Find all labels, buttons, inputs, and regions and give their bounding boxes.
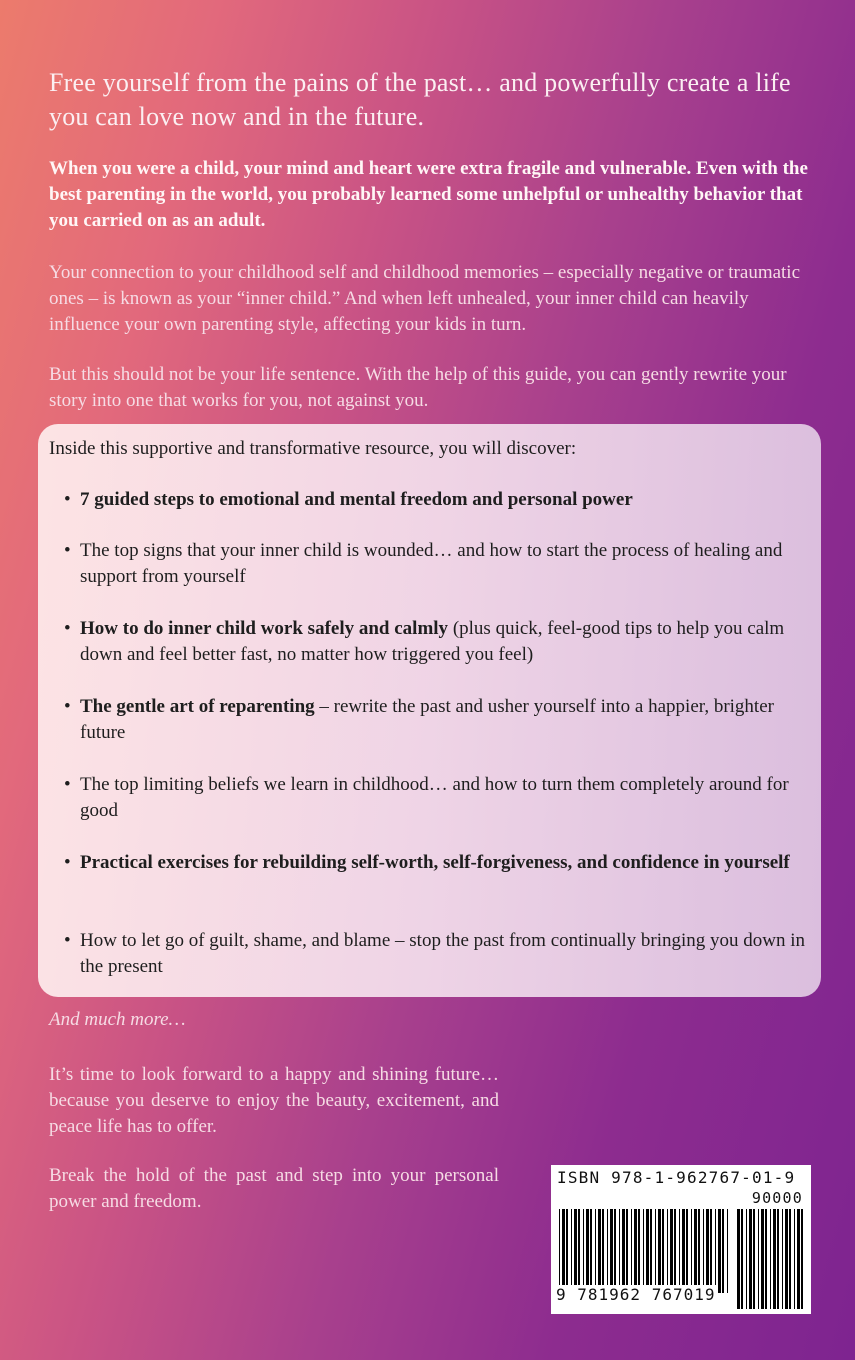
barcode-bar	[646, 1209, 649, 1293]
barcode-bar	[595, 1209, 596, 1293]
barcode-bar	[571, 1209, 572, 1293]
barcode-bar	[761, 1209, 764, 1309]
barcode-bar	[694, 1209, 697, 1293]
barcode-bar	[797, 1209, 800, 1309]
list-item	[64, 538, 814, 590]
barcode-bar	[682, 1209, 685, 1293]
barcode-bar	[785, 1209, 788, 1309]
barcode-bar	[638, 1209, 640, 1293]
barcode-bar	[703, 1209, 704, 1293]
list-item-text: The top signs that your inner child is wounded… and how to start the process of healing and support from yourself	[80, 540, 783, 587]
bullet-dot: •	[64, 540, 71, 561]
bullet-dot: •	[64, 696, 71, 717]
list-item	[64, 772, 814, 824]
barcode-bar	[643, 1209, 644, 1293]
barcode-bar	[626, 1209, 628, 1293]
barcode-bar	[655, 1209, 656, 1293]
isbn-label: ISBN 978-1-962767-01-9	[557, 1168, 796, 1187]
discover-box-intro: Inside this supportive and transformative resource, you will discover:	[49, 438, 577, 459]
barcode-addon-bars-icon	[737, 1209, 803, 1309]
barcode-bar	[679, 1209, 680, 1293]
barcode-bar	[667, 1209, 668, 1293]
barcode-bar	[718, 1209, 721, 1293]
isbn-barcode	[551, 1165, 811, 1314]
barcode-bar	[562, 1209, 565, 1293]
list-item	[64, 850, 814, 876]
barcode-bar	[670, 1209, 673, 1293]
list-item-bold: How to do inner child work safely and calmly	[80, 618, 449, 639]
barcode-bar	[574, 1209, 577, 1293]
barcode-bar	[715, 1209, 716, 1293]
barcode-bar	[746, 1209, 747, 1309]
barcode-bar	[619, 1209, 620, 1293]
barcode-bar	[758, 1209, 759, 1309]
barcode-bar	[753, 1209, 755, 1309]
barcode-bar	[614, 1209, 616, 1293]
ean-digits: 9 781962 767019	[556, 1285, 716, 1304]
barcode-bar	[662, 1209, 664, 1293]
barcode-bars-icon	[559, 1209, 729, 1293]
barcode-bar	[590, 1209, 592, 1293]
and-much-more: And much more…	[49, 1009, 186, 1030]
headline: Free yourself from the pains of the past… and powerfully create a life you can love now and in the future.	[49, 68, 791, 131]
barcode-bar	[658, 1209, 661, 1293]
barcode-bar	[741, 1209, 743, 1309]
barcode-bar	[777, 1209, 779, 1309]
paragraph-life-sentence: But this should not be your life sentence. With the help of this guide, you can gently rewrite your story into one that works for you, not against you.	[49, 364, 787, 411]
barcode-bar	[578, 1209, 580, 1293]
barcode-bar	[631, 1209, 632, 1293]
list-item-bold: Practical exercises for rebuilding self-worth, self-forgiveness, and confidence in yourself	[80, 852, 790, 873]
barcode-bar	[586, 1209, 589, 1293]
bullet-dot: •	[64, 930, 71, 951]
bullet-dot: •	[64, 489, 71, 510]
barcode-bar	[691, 1209, 692, 1293]
bullet-dot: •	[64, 618, 71, 639]
list-item-bold: The gentle art of reparenting	[80, 696, 315, 717]
list-item-text: How to let go of guilt, shame, and blame – stop the past from continually bringing you down in the present	[80, 930, 806, 977]
barcode-bar	[607, 1209, 608, 1293]
barcode-bar	[583, 1209, 584, 1293]
barcode-bar	[622, 1209, 625, 1293]
list-item	[64, 928, 814, 980]
barcode-bar	[674, 1209, 676, 1293]
barcode-bar	[770, 1209, 771, 1309]
barcode-bar	[559, 1209, 560, 1293]
list-item	[64, 487, 814, 513]
list-item	[64, 694, 814, 746]
bullet-dot: •	[64, 774, 71, 795]
barcode-bar	[727, 1209, 728, 1293]
barcode-bar	[749, 1209, 752, 1309]
barcode-bar	[598, 1209, 601, 1293]
barcode-bar	[765, 1209, 767, 1309]
barcode-bar	[782, 1209, 783, 1309]
barcode-bar	[634, 1209, 637, 1293]
barcode-bar	[737, 1209, 740, 1309]
closing-paragraph-future: It’s time to look forward to a happy and shining future… because you deserve to enjoy the beauty, excitement, and peace life has to offer.	[49, 1064, 499, 1137]
intro-bold-paragraph: When you were a child, your mind and heart were extra fragile and vulnerable. Even with the best parenting in the world, you probably learned some unhelpful or unhealthy behavior that you carried on as an adult.	[49, 158, 808, 231]
barcode-bar	[773, 1209, 776, 1309]
barcode-bar	[698, 1209, 700, 1293]
barcode-bar	[789, 1209, 791, 1309]
barcode-bar	[706, 1209, 709, 1293]
barcode-bar	[610, 1209, 613, 1293]
paragraph-inner-child: Your connection to your childhood self and childhood memories – especially negative or traumatic ones – is known as your “inner child.” And when left unhealed, your inner child can heavily influence your own parenting style, affecting your kids in turn.	[49, 262, 801, 335]
price-code: 90000	[751, 1189, 803, 1207]
barcode-bar	[566, 1209, 568, 1293]
list-item-text: The top limiting beliefs we learn in childhood… and how to turn them completely around for good	[80, 774, 789, 821]
barcode-bar	[650, 1209, 652, 1293]
list-item-text: (plus quick, feel-good tips to help you calm down and feel better fast, no matter how triggered you feel)	[80, 618, 785, 665]
barcode-bar	[801, 1209, 803, 1309]
barcode-bar	[710, 1209, 712, 1293]
bullet-dot: •	[64, 852, 71, 873]
closing-paragraph-power: Break the hold of the past and step into your personal power and freedom.	[49, 1165, 499, 1212]
list-item-bold: 7 guided steps to emotional and mental freedom and personal power	[80, 489, 633, 510]
list-item-text: – rewrite the past and usher yourself into a happier, brighter future	[80, 696, 774, 743]
barcode-bar	[602, 1209, 604, 1293]
list-item	[64, 616, 814, 668]
barcode-bar	[722, 1209, 724, 1293]
barcode-bar	[794, 1209, 795, 1309]
barcode-bar	[686, 1209, 688, 1293]
